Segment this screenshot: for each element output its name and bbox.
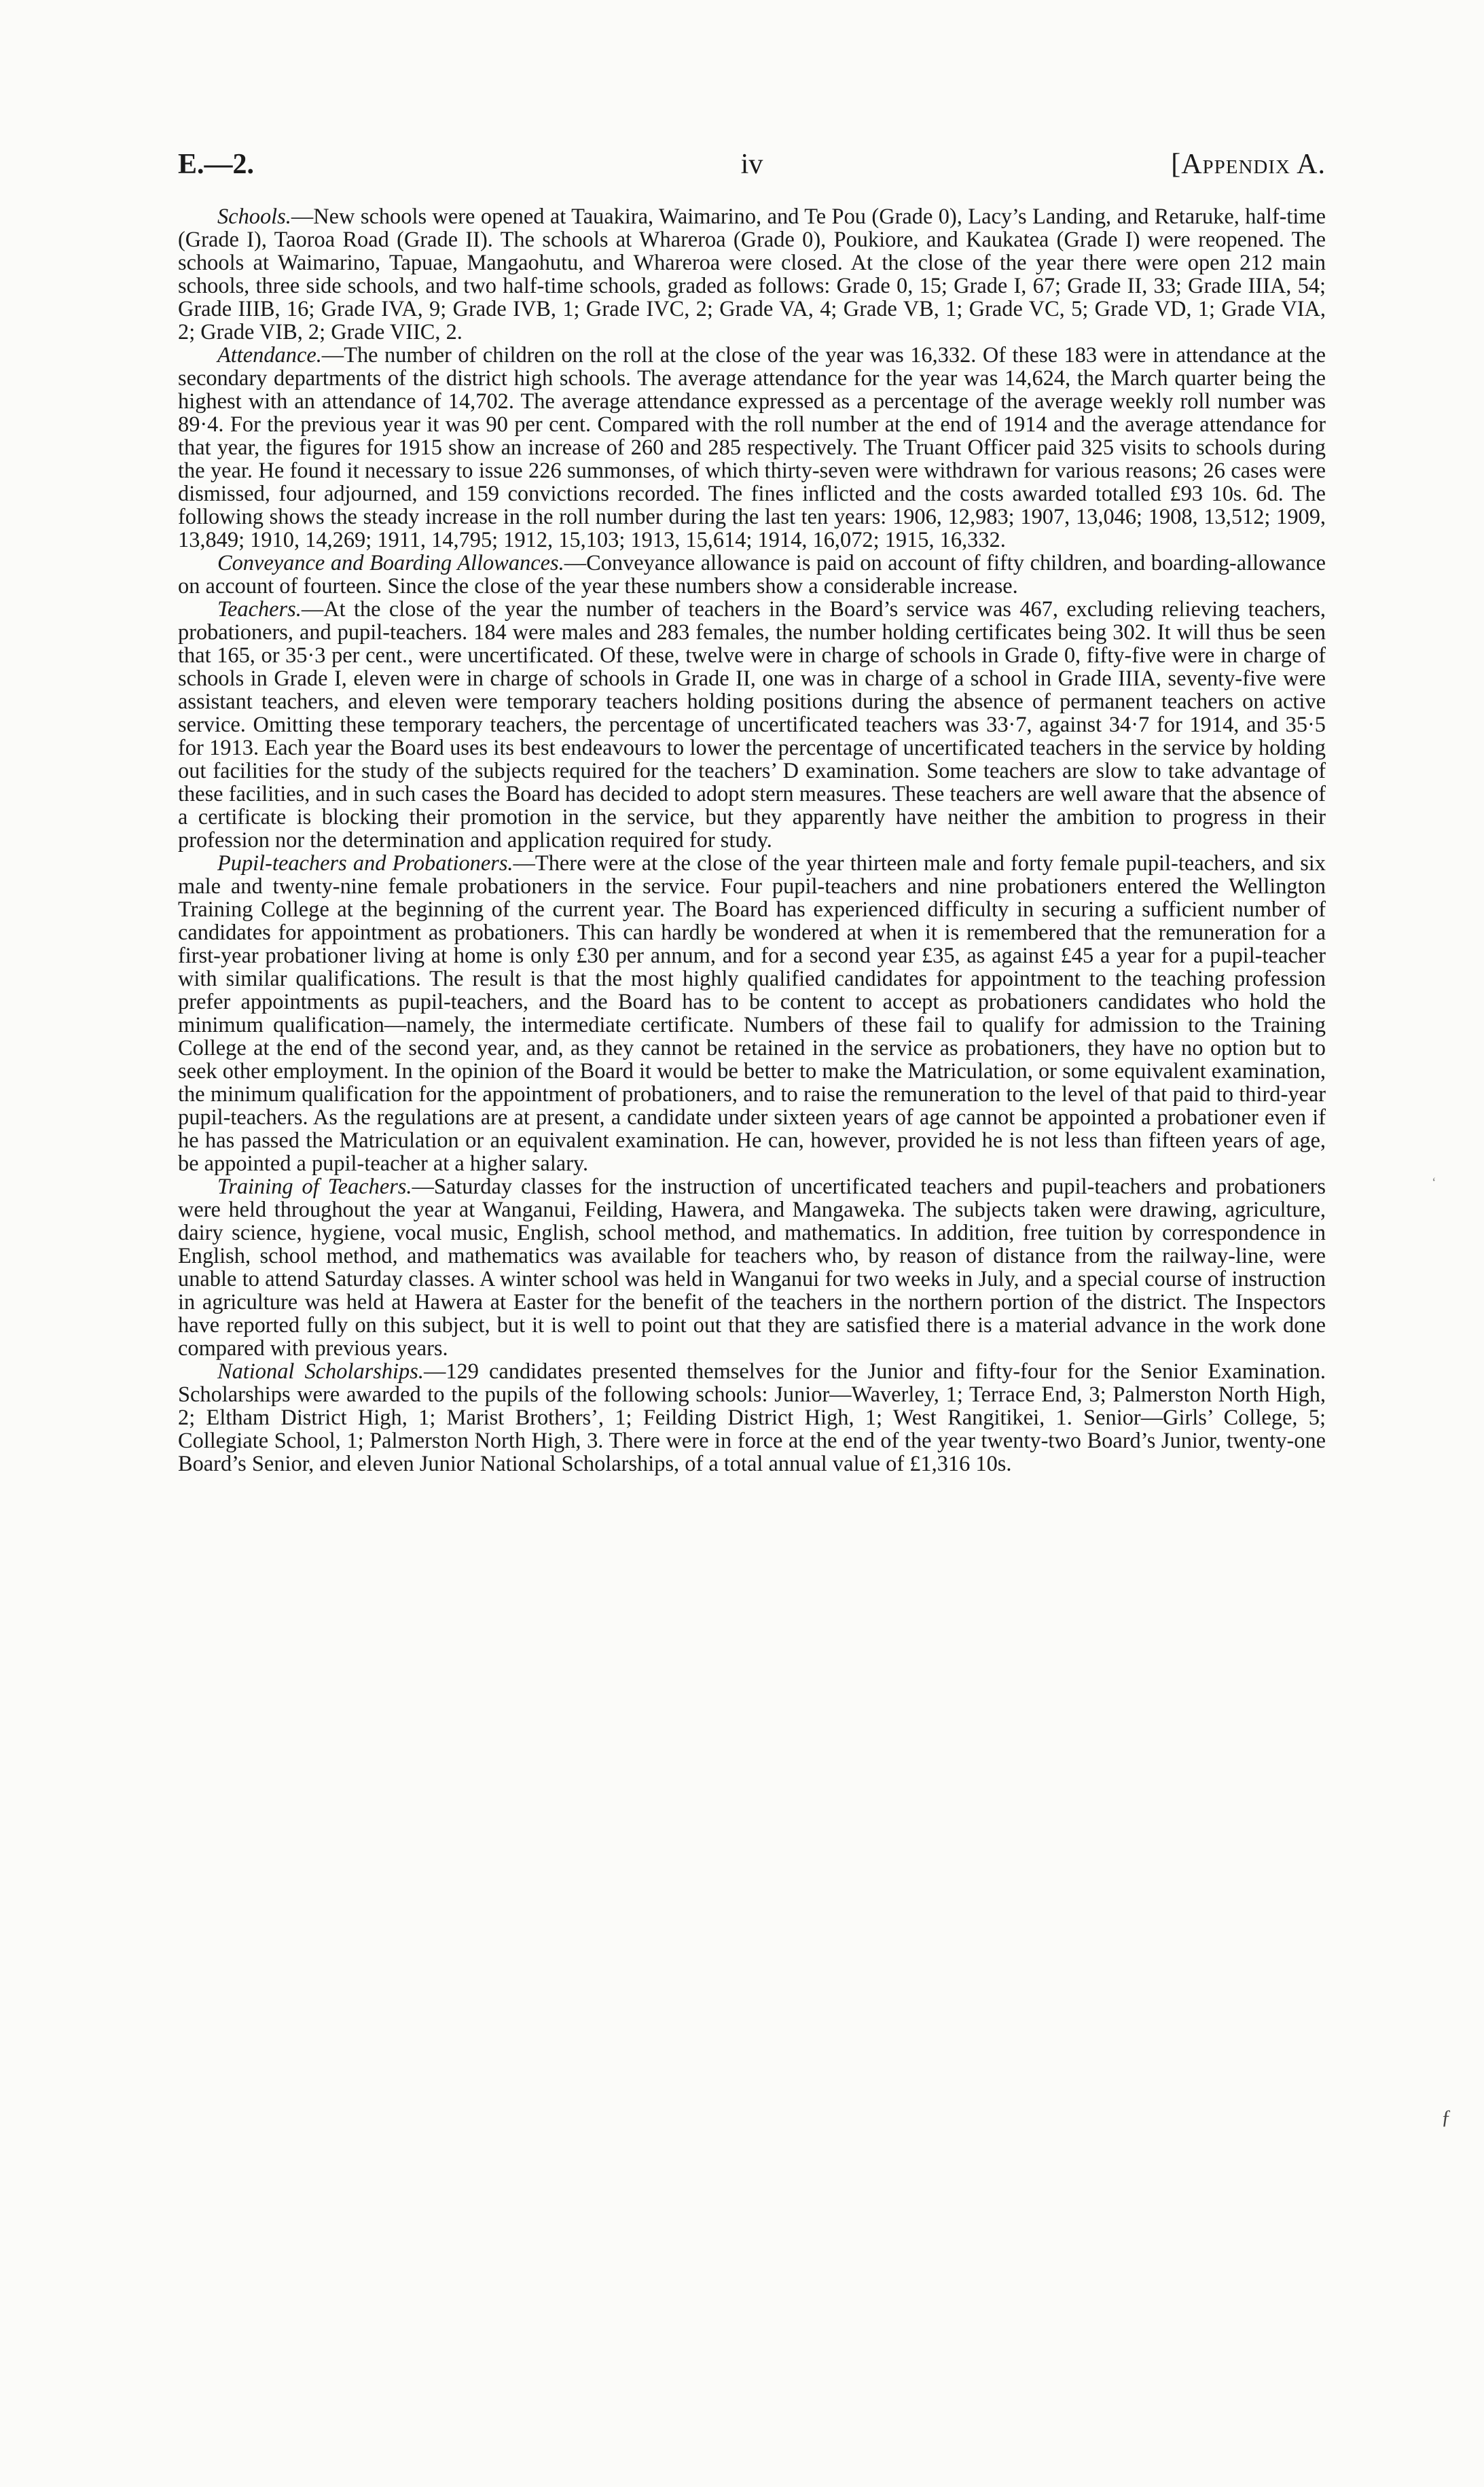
- paragraph-text: —There were at the close of the year thirteen male and forty female pupil-teachers, and six male and twenty-nine female probationers in the service. Four pupil-teachers and nine probationers entered the Wellington Training College at the beginning of the current year. The Board has experienced difficulty in securing a sufficient number of candidates for appointment as probationers. This can hardly be wondered at when it is remembered that the remuneration for a first-year probationer living at home is only £30 per annum, and for a second year £35, as against £45 a year for a pupil-teacher with similar qualifications. The result is that the most highly qualified candidates for appointment to the teaching profession prefer appointments as pupil-teachers, and the Board has to be content to accept as probationers candidates who hold the minimum qualification—namely, the intermediate certificate. Numbers of these fail to qualify for admission to the Training College at the end of the second year, and, as they cannot be retained in the service as probationers, they have no option but to seek other employment. In the opinion of the Board it would be better to make the Matriculation, or some equivalent examination, the minimum qualification for the appointment of probationers, and to raise the remuneration to the level of that paid to third-year pupil-teachers. As the regulations are at present, a candidate under sixteen years of age cannot be appointed a probationer even if he has passed the Matriculation or an equivalent examination. He can, however, provided he is not less than fifteen years of age, be appointed a pupil-teacher at a higher salary.: [178, 851, 1326, 1176]
- margin-mark: ƒ: [1441, 2106, 1451, 2128]
- paragraph-heading: Pupil-teachers and Probationers.: [217, 851, 513, 876]
- paragraph-scholarships: [178, 1360, 1326, 1475]
- paragraph-text: —The number of children on the roll at the close of the year was 16,332. Of these 183 were in attendance at the secondary departments of the district high schools. The average attendance for the year was 14,624, the March quarter being the highest with an attendance of 14,702. The average attendance expressed as a percentage of the average weekly roll number was 89·4. For the previous year it was 90 per cent. Compared with the roll number at the end of 1914 and the average attendance for that year, the figures for 1915 show an increase of 260 and 285 respectively. The Truant Officer paid 325 visits to schools during the year. He found it necessary to issue 226 summonses, of which thirty-seven were withdrawn for various reasons; 26 cases were dismissed, four adjourned, and 159 convictions recorded. The fines inflicted and the costs awarded totalled £93 10s. 6d. The following shows the steady increase in the roll number during the last ten years: 1906, 12,983; 1907, 13,046; 1908, 13,512; 1909, 13,849; 1910, 14,269; 1911, 14,795; 1912, 15,103; 1913, 15,614; 1914, 16,072; 1915, 16,332.: [178, 343, 1326, 552]
- paragraph-heading: Attendance.: [217, 343, 322, 368]
- paragraph-text: —At the close of the year the number of teachers in the Board’s service was 467, excluding relieving teachers, probationers, and pupil-teachers. 184 were males and 283 females, the number holding certificates being 302. It will thus be seen that 165, or 35·3 per cent., were uncertificated. Of these, twelve were in charge of schools in Grade 0, fifty-five were in charge of schools in Grade I, eleven were in charge of schools in Grade II, one was in charge of a school in Grade IIIA, seventy-five were assistant teachers, and eleven were temporary teachers holding positions during the absence of permanent teachers on active service. Omitting these temporary teachers, the percentage of uncertificated teachers was 33·7, against 34·7 for 1914, and 35·5 for 1913. Each year the Board uses its best endeavours to lower the percentage of uncertificated teachers in the service by holding out facilities for the study of the subjects required for the teachers’ D examination. Some teachers are slow to take advantage of these facilities, and in such cases the Board has decided to adopt stern measures. These teachers are well aware that the absence of a certificate is blocking their promotion in the service, but they apparently have neither the ambition to progress in their profession nor the determination and application required for study.: [178, 597, 1326, 853]
- paragraph-text: —Conveyance allowance is paid on account of fifty children, and boarding-allowance on account of fourteen. Since the close of the year these numbers show a considerable increase.: [178, 551, 1326, 598]
- page-header: [178, 148, 1326, 196]
- paragraph-text: —129 candidates presented themselves for the Junior and fifty-four for the Senior Examination. Scholarships were awarded to the pupils of the following schools: Junior—Waverley, 1; Terrace End, 3; Palmerston North High, 2; Eltham District High, 1; Marist Brothers’, 1; Feilding District High, 1; West Rangitikei, 1. Senior—Girls’ College, 5; Collegiate School, 1; Palmerston North High, 3. There were in force at the end of the year twenty-two Board’s Junior, twenty-one Board’s Senior, and eleven Junior National Scholarships, of a total annual value of £1,316 10s.: [178, 1359, 1326, 1476]
- paragraph-conveyance: [178, 552, 1326, 598]
- paragraph-heading: Conveyance and Boarding Allowances.: [217, 551, 564, 575]
- margin-mark: ‘: [1432, 1175, 1436, 1190]
- paragraph-pupil-teachers: [178, 852, 1326, 1175]
- appendix-label: [Appendix A.: [1171, 149, 1326, 180]
- paragraph-text: —New schools were opened at Tauakira, Waimarino, and Te Pou (Grade 0), Lacy’s Landing, and Retaruke, half-time (Grade I), Taoroa Road (Grade II). The schools at Whareroa (Grade 0), Poukiore, and Kaukatea (Grade I) were reopened. The schools at Waimarino, Tapuae, Mangaohutu, and Whareroa were closed. At the close of the year there were open 212 main schools, three side schools, and two half-time schools, graded as follows: Grade 0, 15; Grade I, 67; Grade II, 33; Grade IIIA, 54; Grade IIIB, 16; Grade IVA, 9; Grade IVB, 1; Grade IVC, 2; Grade VA, 4; Grade VB, 1; Grade VC, 5; Grade VD, 1; Grade VIA, 2; Grade VIB, 2; Grade VIIC, 2.: [178, 204, 1326, 344]
- report-id: E.—2.: [178, 149, 255, 180]
- paragraph-training: [178, 1175, 1326, 1360]
- paragraph-schools: [178, 205, 1326, 344]
- paragraph-heading: Schools.: [217, 204, 291, 229]
- paragraph-heading: Teachers.: [217, 597, 302, 622]
- paragraph-heading: National Scholarships.: [217, 1359, 424, 1384]
- paragraph-heading: Training of Teachers.: [217, 1175, 412, 1199]
- body-text: [178, 205, 1326, 1475]
- paragraph-attendance: [178, 344, 1326, 552]
- paragraph-text: —Saturday classes for the instruction of uncertificated teachers and pupil-teachers and probationers were held throughout the year at Wanganui, Feilding, Hawera, and Mangaweka. The subjects taken were drawing, agriculture, dairy science, hygiene, vocal music, English, school method, and mathematics. In addition, free tuition by correspondence in English, school method, and mathematics was available for teachers who, by reason of distance from the railway-line, were unable to attend Saturday classes. A winter school was held in Wanganui for two weeks in July, and a special course of instruction in agriculture was held at Hawera at Easter for the benefit of the teachers in the northern portion of the district. The Inspectors have reported fully on this subject, but it is well to point out that they are satisfied there is a material advance in the work done compared with previous years.: [178, 1175, 1326, 1361]
- paragraph-teachers: [178, 598, 1326, 852]
- page-number: iv: [740, 149, 763, 180]
